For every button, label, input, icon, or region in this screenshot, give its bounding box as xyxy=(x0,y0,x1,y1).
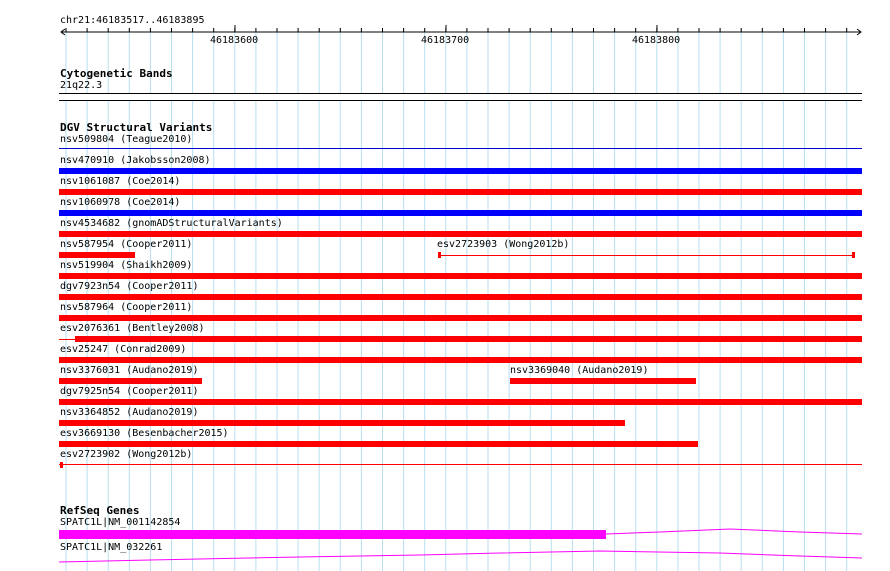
variant-line[interactable] xyxy=(59,339,75,340)
dgv-title: DGV Structural Variants xyxy=(60,121,213,134)
variant-bar[interactable] xyxy=(59,294,862,300)
cytoband-label[interactable]: 21q22.3 xyxy=(60,80,103,91)
variant-bar[interactable] xyxy=(59,420,625,426)
variant-bar[interactable] xyxy=(59,441,698,447)
variant-label[interactable]: nsv470910 (Jakobsson2008) xyxy=(60,155,211,166)
variant-bar[interactable] xyxy=(59,231,862,237)
variant-label[interactable]: nsv519904 (Shaikh2009) xyxy=(60,260,193,271)
variant-end-cap xyxy=(852,252,855,258)
variant-label[interactable]: esv2723902 (Wong2012b) xyxy=(60,449,193,460)
variant-label[interactable]: dgv7925n54 (Cooper2011) xyxy=(60,386,199,397)
variant-label[interactable]: esv3669130 (Besenbacher2015) xyxy=(60,428,229,439)
ruler-tick-label: 46183600 xyxy=(210,35,259,46)
variant-label[interactable]: esv2723903 (Wong2012b) xyxy=(437,239,570,250)
variant-line[interactable] xyxy=(59,148,862,149)
variant-bar[interactable] xyxy=(59,210,862,216)
variant-label[interactable]: nsv509804 (Teague2010) xyxy=(60,134,193,145)
variant-label[interactable]: esv25247 (Conrad2009) xyxy=(60,344,187,355)
gene-intron-line[interactable] xyxy=(606,529,862,534)
variant-bar[interactable] xyxy=(75,336,862,342)
variant-bar[interactable] xyxy=(59,378,202,384)
refseq-title: RefSeq Genes xyxy=(60,504,140,517)
variant-label[interactable]: nsv3376031 (Audano2019) xyxy=(60,365,199,376)
gene-label[interactable]: SPATC1L|NM_032261 xyxy=(60,542,163,553)
variant-bar[interactable] xyxy=(59,252,135,258)
ruler-tick-label: 46183700 xyxy=(421,35,470,46)
variant-label[interactable]: dgv7923n54 (Cooper2011) xyxy=(60,281,199,292)
region-label: chr21:46183517..46183895 xyxy=(60,15,205,26)
variant-bar[interactable] xyxy=(59,315,862,321)
cytoband-title: Cytogenetic Bands xyxy=(60,67,173,80)
variant-label[interactable]: nsv3369040 (Audano2019) xyxy=(510,365,649,376)
variant-label[interactable]: esv2076361 (Bentley2008) xyxy=(60,323,205,334)
variant-bar[interactable] xyxy=(59,357,862,363)
variant-bar[interactable] xyxy=(59,399,862,405)
variant-bar[interactable] xyxy=(59,189,862,195)
variant-bar[interactable] xyxy=(510,378,696,384)
variant-line[interactable] xyxy=(59,464,862,465)
variant-label[interactable]: nsv1061087 (Coe2014) xyxy=(60,176,181,187)
variant-label[interactable]: nsv1060978 (Coe2014) xyxy=(60,197,181,208)
variant-label[interactable]: nsv587964 (Cooper2011) xyxy=(60,302,193,313)
variant-label[interactable]: nsv4534682 (gnomADStructuralVariants) xyxy=(60,218,283,229)
gene-intron-line[interactable] xyxy=(59,551,862,562)
variant-end-cap xyxy=(438,252,441,258)
variant-line[interactable] xyxy=(439,255,854,256)
ruler-minor-ticks xyxy=(66,28,847,32)
variant-bar[interactable] xyxy=(59,168,862,174)
variant-bar[interactable] xyxy=(59,273,862,279)
variant-end-cap xyxy=(60,462,63,468)
cytoband-bar[interactable] xyxy=(59,93,862,101)
variant-label[interactable]: nsv587954 (Cooper2011) xyxy=(60,239,193,250)
gene-label[interactable]: SPATC1L|NM_001142854 xyxy=(60,517,181,528)
variant-label[interactable]: nsv3364852 (Audano2019) xyxy=(60,407,199,418)
ruler-tick-label: 46183800 xyxy=(632,35,681,46)
